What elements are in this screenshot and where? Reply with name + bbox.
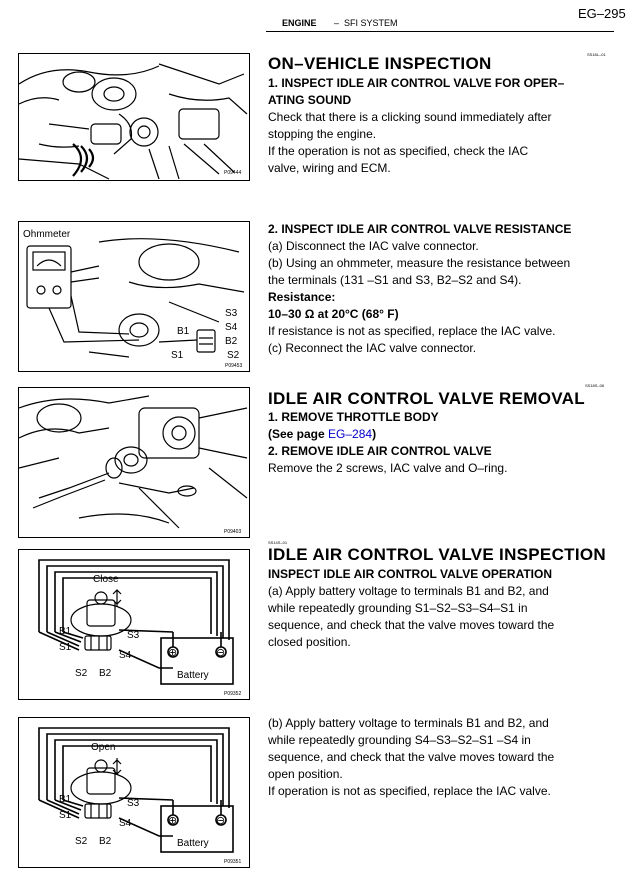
removal-step2: 2. REMOVE IDLE AIR CONTROL VALVE xyxy=(268,444,492,458)
removal-steps xyxy=(268,409,633,477)
close-circuit-drawing xyxy=(19,550,249,699)
inspection-b-line4: open position. xyxy=(268,767,343,781)
step2-b-line2: the terminals (131 –S1 and S3, B2–S2 and S4). xyxy=(268,273,522,287)
step1-text-line4: valve, wiring and ECM. xyxy=(268,161,391,175)
battery-label: Battery xyxy=(177,670,209,681)
section-code: SS14S–01 xyxy=(268,540,288,545)
step2-b-line1: (b) Using an ohmmeter, measure the resistance between xyxy=(268,256,571,270)
figure-iac-open xyxy=(18,717,250,868)
battery-label: Battery xyxy=(177,838,209,849)
inspection-title: IDLE AIR CONTROL VALVE INSPECTION xyxy=(268,545,606,564)
step2-note: If resistance is not as specified, replace the IAC valve. xyxy=(268,324,556,338)
removal-step2-text: Remove the 2 screws, IAC valve and O–ring. xyxy=(268,461,508,475)
terminal-s3: S3 xyxy=(127,798,140,809)
state-label: Open xyxy=(91,742,116,753)
figure-id: P09444 xyxy=(224,170,242,176)
terminal-s2: S2 xyxy=(227,350,240,361)
terminal-b2: B2 xyxy=(225,336,238,347)
header-separator: – xyxy=(334,18,340,28)
inspection-subtitle: INSPECT IDLE AIR CONTROL VALVE OPERATION xyxy=(268,567,553,581)
inspection-a-line2: while repeatedly grounding S1–S2–S3–S4–S1 in xyxy=(268,601,528,615)
battery-minus: ⊖ xyxy=(216,815,226,827)
step1-text-line3: If the operation is not as specified, check the IAC xyxy=(268,144,529,158)
ohmmeter-drawing xyxy=(19,222,249,371)
inspection-a-line3: sequence, and check that the valve moves toward the xyxy=(268,618,555,632)
inspection-a-line4: closed position. xyxy=(268,635,351,649)
removal-drawing xyxy=(19,388,249,537)
terminal-b1: B1 xyxy=(59,794,72,805)
on-vehicle-step1 xyxy=(268,75,633,177)
terminal-s4: S4 xyxy=(119,818,132,829)
on-vehicle-title: ON–VEHICLE INSPECTION xyxy=(268,54,492,73)
resistance-label: Resistance: xyxy=(268,290,336,304)
figure-iac-resistance xyxy=(18,221,250,372)
terminal-b1: B1 xyxy=(177,326,190,337)
state-label: Close xyxy=(93,574,119,585)
terminal-s3: S3 xyxy=(225,308,238,319)
inspection-a-line1: (a) Apply battery voltage to terminals B1 and B2, and xyxy=(268,584,549,598)
step2-c: (c) Reconnect the IAC valve connector. xyxy=(268,341,477,355)
ohmmeter-label: Ohmmeter xyxy=(23,229,71,240)
inspection-b-line2: while repeatedly grounding S4–S3–S2–S1 –S4 in xyxy=(268,733,531,747)
figure-iac-removal xyxy=(18,387,250,538)
page-number: EG–295 xyxy=(578,6,626,21)
inspection-b-line3: sequence, and check that the valve moves toward the xyxy=(268,750,555,764)
figure-iac-close xyxy=(18,549,250,700)
step1-text-line1: Check that there is a clicking sound immediately after xyxy=(268,110,552,124)
inspection-b-line5: If operation is not as specified, replace the IAC valve. xyxy=(268,784,551,798)
section-code: SS18L–01 xyxy=(587,52,606,57)
terminal-s1: S1 xyxy=(59,642,72,653)
step1-title-line1: 1. INSPECT IDLE AIR CONTROL VALVE FOR OPER– xyxy=(268,76,565,90)
step2-title: 2. INSPECT IDLE AIR CONTROL VALVE RESISTANCE xyxy=(268,222,572,236)
see-page-line xyxy=(268,426,633,443)
battery-plus: ⊕ xyxy=(168,815,178,827)
see-page-link[interactable]: EG–284 xyxy=(328,427,373,441)
figure-id: P09453 xyxy=(225,363,243,369)
figure-id: P09352 xyxy=(224,691,242,697)
see-page-suffix: ) xyxy=(372,427,377,441)
terminal-s3: S3 xyxy=(127,630,140,641)
terminal-s4: S4 xyxy=(119,650,132,661)
engine-drawing xyxy=(19,54,249,180)
terminal-b2: B2 xyxy=(99,836,112,847)
resistance-value: 10–30 Ω at 20°C (68° F) xyxy=(268,307,399,321)
battery-minus: ⊖ xyxy=(216,647,226,659)
terminal-s4: S4 xyxy=(225,322,238,333)
header-subsection: SFI SYSTEM xyxy=(344,18,398,28)
inspection-b-line1: (b) Apply battery voltage to terminals B1 and B2, and xyxy=(268,716,549,730)
step1-title-line2: ATING SOUND xyxy=(268,93,352,107)
terminal-s1: S1 xyxy=(59,810,72,821)
terminal-s1: S1 xyxy=(171,350,184,361)
open-circuit-drawing xyxy=(19,718,249,867)
figure-id: P09403 xyxy=(224,529,242,535)
figure-iac-sound-check xyxy=(18,53,250,181)
figure-id: P09351 xyxy=(224,859,242,865)
step1-text-line2: stopping the engine. xyxy=(268,127,377,141)
on-vehicle-step2 xyxy=(268,221,633,357)
see-page-prefix: (See page xyxy=(268,427,329,441)
removal-title: IDLE AIR CONTROL VALVE REMOVAL xyxy=(268,389,585,408)
terminal-s2: S2 xyxy=(75,836,88,847)
inspection-a xyxy=(268,566,633,651)
terminal-s2: S2 xyxy=(75,668,88,679)
terminal-b1: B1 xyxy=(59,626,72,637)
header-section: ENGINE xyxy=(282,18,317,28)
step2-a: (a) Disconnect the IAC valve connector. xyxy=(268,239,479,253)
removal-step1: 1. REMOVE THROTTLE BODY xyxy=(268,410,439,424)
header-rule xyxy=(266,31,614,32)
section-code: SS18S–06 xyxy=(585,383,605,388)
inspection-b xyxy=(268,715,633,800)
terminal-b2: B2 xyxy=(99,668,112,679)
battery-plus: ⊕ xyxy=(168,647,178,659)
